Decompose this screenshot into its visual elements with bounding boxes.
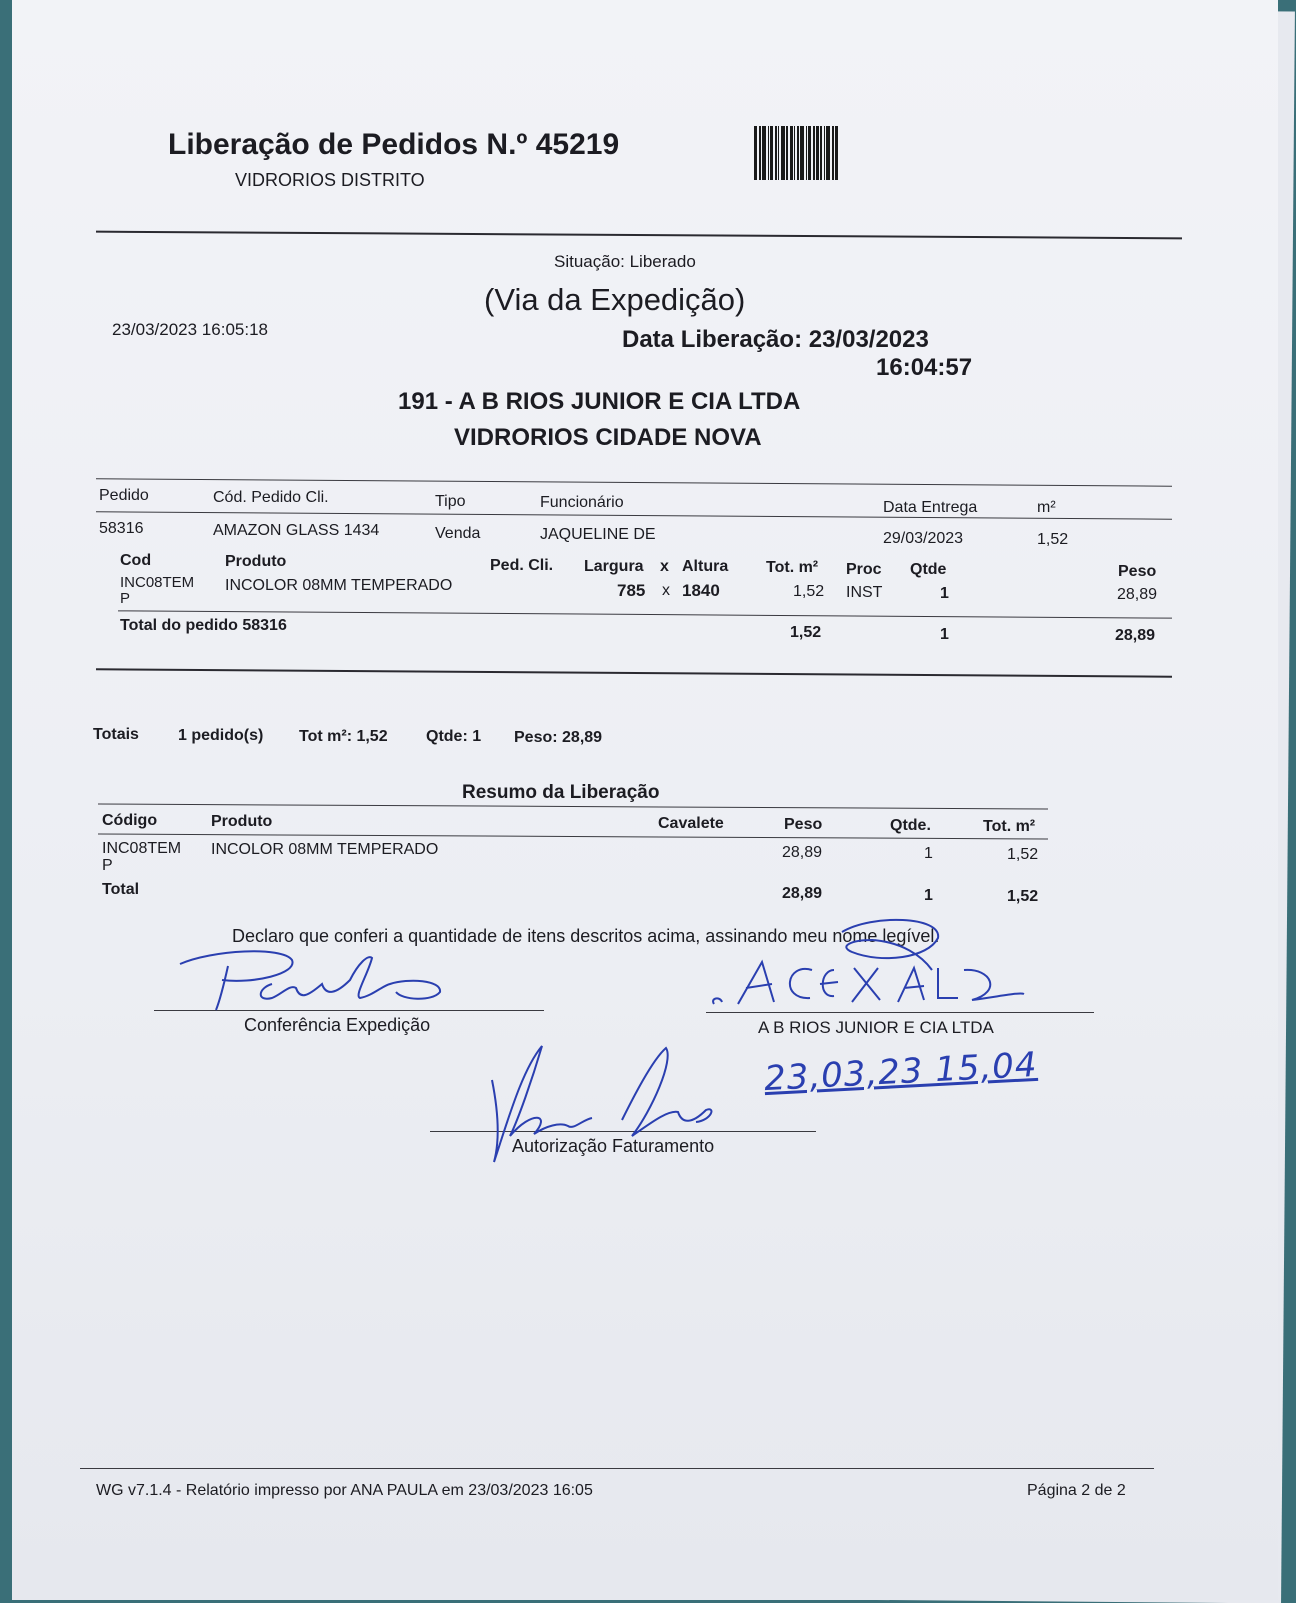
item-col-proc: Proc (846, 561, 882, 578)
item-peso: 28,89 (1117, 586, 1158, 603)
signature-label-autorizacao: Autorização Faturamento (512, 1136, 715, 1156)
print-datetime: 23/03/2023 16:05:18 (112, 320, 268, 339)
order-total-peso: 28,89 (1115, 627, 1156, 644)
order-header-rule (96, 511, 1172, 520)
totals-label: Totais (93, 726, 139, 743)
item-col-altura: Altura (682, 558, 729, 575)
col-tipo: Tipo (435, 493, 466, 510)
order-total-qtde: 1 (940, 626, 949, 643)
summary-col-tot-m2: Tot. m² (983, 818, 1036, 835)
summary-tot-m2: 1,52 (1007, 846, 1039, 863)
col-cod-pedido-cli: Cód. Pedido Cli. (213, 489, 329, 506)
summary-col-peso: Peso (784, 816, 823, 833)
col-funcionario: Funcionário (540, 494, 624, 511)
handwritten-date: 23,03,23 15,04 (763, 1044, 1039, 1100)
summary-codigo-line1: INC08TEM (102, 840, 182, 857)
signature-autorizacao-scribble (482, 1040, 722, 1170)
totals-qtde: Qtde: 1 (426, 728, 482, 745)
item-largura: 785 (617, 581, 646, 600)
item-col-cod: Cod (120, 552, 152, 569)
item-cod-line1: INC08TEM (120, 574, 195, 591)
item-col-peso: Peso (1118, 563, 1157, 580)
summary-produto: INCOLOR 08MM TEMPERADO (211, 841, 439, 858)
order-table-top-rule (96, 478, 1172, 487)
order-total-m2: 1,52 (790, 624, 822, 641)
summary-codigo-line2: P (102, 857, 113, 874)
totals-m2: Tot m²: 1,52 (299, 728, 388, 745)
item-col-produto: Produto (225, 553, 287, 570)
order-data-entrega: 29/03/2023 (883, 530, 964, 547)
summary-peso: 28,89 (782, 844, 823, 861)
order-cod-pedido-cli: AMAZON GLASS 1434 (213, 522, 380, 539)
summary-col-cavalete: Cavalete (658, 815, 724, 832)
item-col-tot-m2: Tot. m² (766, 559, 819, 576)
header-divider (96, 231, 1182, 240)
order-pedido: 58316 (99, 520, 144, 537)
order-total-label: Total do pedido 58316 (120, 617, 287, 634)
summary-total-peso: 28,89 (782, 885, 823, 902)
totals-peso: Peso: 28,89 (514, 729, 603, 746)
via-label: (Via da Expedição) (484, 282, 746, 317)
declaration-text: Declaro que conferi a quantidade de itens descritos acima, assinando meu nome legível. (232, 926, 940, 946)
signature-label-conferencia: Conferência Expedição (244, 1015, 431, 1035)
signature-client-scribble (702, 912, 1022, 1022)
summary-col-codigo: Código (102, 812, 158, 829)
signature-label-client: A B RIOS JUNIOR E CIA LTDA (758, 1018, 994, 1037)
col-data-entrega: Data Entrega (883, 499, 978, 516)
document-title: Liberação de Pedidos N.º 45219 (168, 128, 620, 161)
item-col-ped-cli: Ped. Cli. (490, 557, 554, 574)
company-name: VIDRORIOS DISTRITO (235, 170, 425, 190)
item-col-x: x (660, 558, 669, 575)
item-cod-line2: P (120, 590, 131, 607)
footer-printed-by: WG v7.1.4 - Relatório impresso por ANA PAULA em 23/03/2023 16:05 (96, 1482, 593, 1499)
summary-total-tot-m2: 1,52 (1007, 888, 1039, 905)
document-page (12, 0, 1278, 1600)
order-funcionario: JAQUELINE DE (540, 526, 656, 543)
order-m2: 1,52 (1037, 531, 1069, 548)
summary-col-qtde: Qtde. (890, 817, 931, 834)
item-x: x (662, 582, 670, 599)
col-m2: m² (1037, 499, 1056, 516)
item-altura: 1840 (682, 581, 720, 600)
summary-qtde: 1 (924, 845, 933, 862)
client-name: 191 - A B RIOS JUNIOR E CIA LTDA (398, 388, 801, 415)
order-table-bottom-rule (96, 668, 1172, 678)
item-tot-m2: 1,52 (793, 583, 825, 600)
item-col-qtde: Qtde (910, 561, 947, 578)
footer-rule (80, 1468, 1154, 1469)
signature-conferencia-scribble (172, 944, 452, 1014)
release-time: 16:04:57 (876, 354, 973, 381)
footer-page: Página 2 de 2 (1027, 1482, 1126, 1499)
barcode-icon (754, 126, 946, 180)
summary-total-qtde: 1 (924, 887, 933, 904)
item-col-largura: Largura (584, 558, 644, 575)
order-tipo: Venda (435, 525, 481, 542)
item-proc: INST (846, 584, 883, 601)
item-qtde: 1 (940, 585, 949, 602)
totals-pedidos: 1 pedido(s) (178, 727, 264, 744)
summary-total-label: Total (102, 881, 140, 898)
summary-col-produto: Produto (211, 813, 273, 830)
col-pedido: Pedido (99, 487, 149, 504)
summary-top-rule (98, 804, 1048, 810)
item-produto: INCOLOR 08MM TEMPERADO (225, 577, 453, 594)
summary-title: Resumo da Liberação (462, 782, 660, 803)
client-store: VIDRORIOS CIDADE NOVA (454, 424, 762, 451)
status-text: Situação: Liberado (554, 252, 696, 271)
release-date: Data Liberação: 23/03/2023 (622, 326, 929, 353)
